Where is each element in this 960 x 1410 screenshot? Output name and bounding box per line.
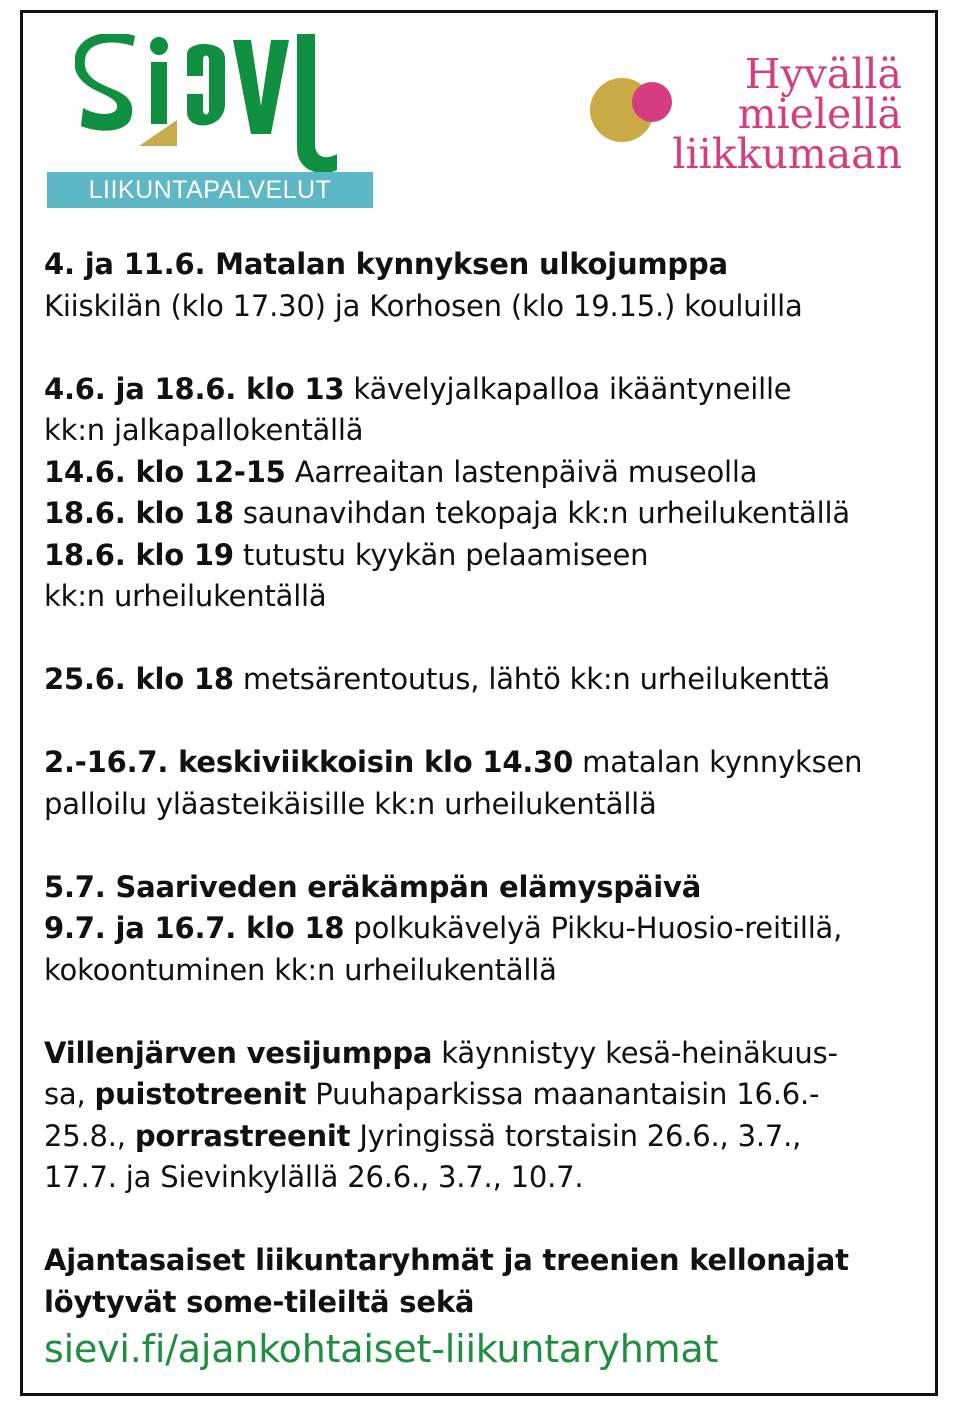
liikuntapalvelut-label: LIIKUNTAPALVELUT [47,172,373,208]
footer-line-1: Ajantasaiset liikuntaryhmät ja treenien kellonajat [44,1243,849,1277]
slogan [586,50,916,204]
event-5-text: tutustu kyykän pelaamiseen [233,537,649,572]
event-1-title: 4. ja 11.6. Matalan kynnyksen ulkojumppa [44,247,728,281]
slogan-line-1: Hyvällä [744,50,902,98]
slogan-line-2: mielellä [737,90,902,138]
july-events [44,867,936,992]
event-4-date: 18.6. klo 18 [44,496,234,530]
event-7-date: 2.-16.7. keskiviikkoisin klo 14.30 [44,745,574,779]
event-4-text: saunavihdan tekopaja kk:n urheilukentällä [233,496,850,530]
event-4 [44,493,936,535]
event-2-location: kk:n jalkapallokentällä [44,413,364,447]
event-7-location: palloilu yläasteikäisille kk:n urheilukentällä [44,786,657,821]
event-8-title: 5.7. Saariveden eräkämpän elämyspäivä [44,869,702,904]
event-6-text: metsärentoutus, lähtö kk:n urheilukenttä [233,662,831,696]
event-7-text: matalan kynnyksen [573,745,863,779]
event-3-date: 14.6. klo 12-15 [44,454,286,489]
vesijumppa-text: käynnistyy kesä-heinäkuus- [432,1035,838,1070]
summer-text-4: 25.8., [44,1118,135,1153]
event-9 [44,908,936,950]
event-2 [44,369,936,411]
event-2-text: kävelyjalkapalloa ikääntyneille [344,371,792,406]
event-9-location: kokoontuminen kk:n urheilukentällä [44,952,557,987]
event-1-details: Kiiskilän (klo 17.30) ja Korhosen (klo 19.15.) kouluilla [44,288,803,323]
event-6-date: 25.6. klo 18 [44,662,234,696]
slogan-line-3: liikkumaan [672,130,902,178]
event-5-location: kk:n urheilukentällä [44,579,327,613]
puistotreenit-text: Puuhaparkissa maanantaisin 16.6.- [306,1077,820,1111]
footer [44,1240,936,1373]
sievi-logo [47,30,377,210]
event-6 [44,659,936,701]
event-7 [44,742,936,825]
vesijumppa-label: Villenjärven vesijumppa [44,1035,433,1070]
event-1 [44,244,936,327]
event-9-text: polkukävelyä Pikku-Huosio-reitillä, [344,911,843,945]
slogan-text [586,50,902,178]
event-5-date: 18.6. klo 19 [44,537,234,572]
june-events [44,369,936,618]
porrastreenit-text: Jyringissä torstaisin 26.6., 3.7., [350,1118,802,1153]
event-9-date: 9.7. ja 16.7. klo 18 [44,911,345,945]
event-2-date: 4.6. ja 18.6. klo 13 [44,371,345,406]
puistotreenit-label: puistotreenit [94,1077,307,1111]
summer-text-6: 17.7. ja Sievinkylällä 26.6., 3.7., 10.7. [44,1160,584,1194]
event-3-text: Aarreaitan lastenpäivä museolla [285,454,758,489]
summer-trainings [44,1033,936,1199]
event-list [44,244,936,1373]
footer-line-2: löytyvät some-tileiltä sekä [44,1284,475,1319]
event-5 [44,535,936,577]
website-link[interactable]: sievi.fi/ajankohtaiset-liikuntaryhmat [44,1327,719,1371]
event-3 [44,452,936,494]
sievi-wordmark-icon [75,34,345,174]
summer-text-2: sa, [44,1077,95,1111]
porrastreenit-label: porrastreenit [134,1118,351,1153]
